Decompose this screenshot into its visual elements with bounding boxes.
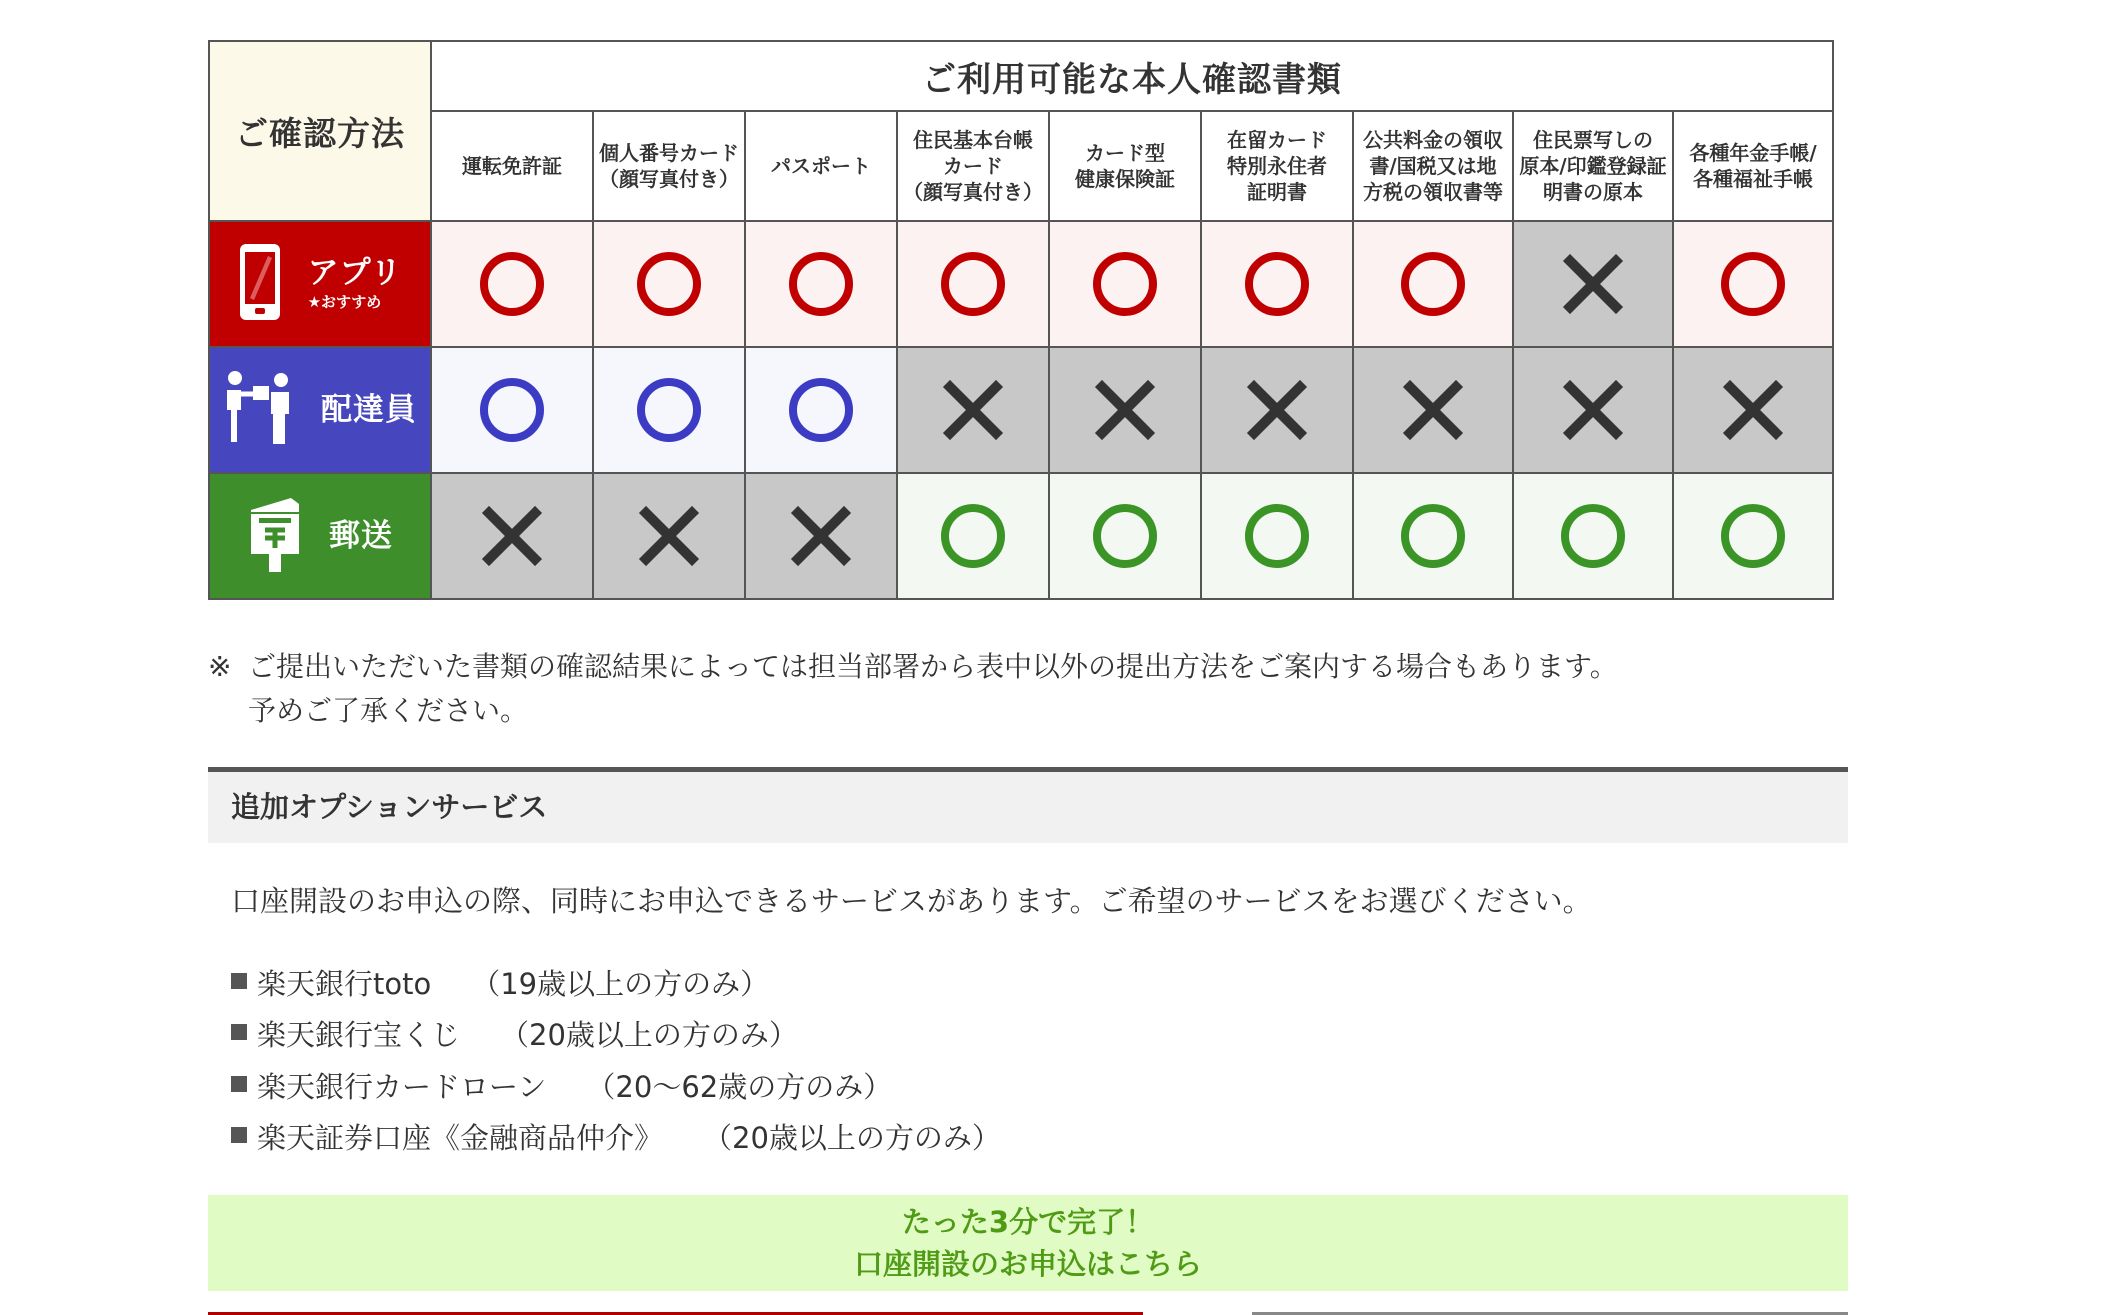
document-type-header: 在留カード 特別永住者 証明書 xyxy=(1201,111,1353,221)
available-circle-icon xyxy=(1241,274,1313,293)
method-header: ご確認方法 xyxy=(209,41,431,221)
option-services-heading: 追加オプションサービス xyxy=(208,767,1848,843)
available-circle-icon xyxy=(1717,274,1789,293)
document-type-header: 住民基本台帳 カード （顔写真付き） xyxy=(897,111,1049,221)
unavailable-cross-icon xyxy=(1720,400,1786,419)
document-type-header: パスポート xyxy=(745,111,897,221)
note-mark: ※ xyxy=(208,650,232,683)
submission-note xyxy=(208,645,1708,733)
available-circle-icon xyxy=(1717,526,1789,545)
document-type-header: 住民票写しの 原本/印鑑登録証 明書の原本 xyxy=(1513,111,1673,221)
table-row-app xyxy=(209,221,1833,347)
table-cell xyxy=(1049,473,1201,599)
row-header-courier xyxy=(209,347,431,473)
option-condition: （20歳以上の方のみ） xyxy=(500,1018,798,1053)
list-item xyxy=(231,1061,1001,1113)
row-label: 郵送 xyxy=(329,517,393,554)
table-cell xyxy=(897,221,1049,347)
table-cell xyxy=(1049,221,1201,347)
option-name: 楽天銀行カードローン xyxy=(257,1069,547,1104)
available-circle-icon xyxy=(785,274,857,293)
smartphone-icon xyxy=(238,242,282,326)
table-cell xyxy=(593,473,745,599)
table-cell xyxy=(1353,347,1513,473)
available-circle-icon xyxy=(1397,526,1469,545)
table-cell xyxy=(431,473,593,599)
available-circle-icon xyxy=(633,400,705,419)
document-type-header: 運転免許証 xyxy=(431,111,593,221)
bullet-square-icon xyxy=(231,1024,247,1040)
table-cell xyxy=(745,347,897,473)
available-circle-icon xyxy=(1397,274,1469,293)
courier-icon xyxy=(223,368,295,452)
documents-header: ご利用可能な本人確認書類 xyxy=(431,41,1833,111)
note-text: ご提出いただいた書類の確認結果によっては担当部署から表中以外の提出方法をご案内する場合もあります。 予めご了承ください。 xyxy=(248,650,1618,727)
option-services-intro: 口座開設のお申込の際、同時にお申込できるサービスがあります。ご希望のサービスをお選びください。 xyxy=(231,884,1592,918)
available-circle-icon xyxy=(785,400,857,419)
open-account-cta-button[interactable] xyxy=(208,1195,1848,1291)
table-cell xyxy=(1353,221,1513,347)
table-cell xyxy=(1673,473,1833,599)
available-circle-icon xyxy=(476,274,548,293)
document-type-header: 個人番号カード （顔写真付き） xyxy=(593,111,745,221)
option-condition: （20歳以上の方のみ） xyxy=(703,1121,1001,1156)
unavailable-cross-icon xyxy=(788,526,854,545)
option-name: 楽天銀行toto xyxy=(257,966,432,1001)
document-type-header: 公共料金の領収 書/国税又は地 方税の領収書等 xyxy=(1353,111,1513,221)
table-cell xyxy=(1201,347,1353,473)
unavailable-cross-icon xyxy=(940,400,1006,419)
table-row-mail xyxy=(209,473,1833,599)
table-cell xyxy=(745,473,897,599)
row-label: 配達員 xyxy=(321,391,417,428)
list-item xyxy=(231,1010,1001,1062)
mailbox-icon xyxy=(247,494,303,578)
table-cell xyxy=(897,473,1049,599)
available-circle-icon xyxy=(937,526,1009,545)
row-label: アプリ xyxy=(307,255,403,291)
unavailable-cross-icon xyxy=(479,526,545,545)
table-cell xyxy=(1201,221,1353,347)
unavailable-cross-icon xyxy=(1092,400,1158,419)
row-header-app xyxy=(209,221,431,347)
table-cell xyxy=(1049,347,1201,473)
row-sublabel: ★おすすめ xyxy=(307,293,382,311)
table-cell xyxy=(1513,347,1673,473)
option-name: 楽天銀行宝くじ xyxy=(257,1018,461,1053)
cta-line-2: 口座開設のお申込はこちら xyxy=(853,1247,1202,1281)
table-cell xyxy=(431,221,593,347)
table-cell xyxy=(431,347,593,473)
unavailable-cross-icon xyxy=(1244,400,1310,419)
row-header-mail xyxy=(209,473,431,599)
unavailable-cross-icon xyxy=(1560,274,1626,293)
option-condition: （20〜62歳の方のみ） xyxy=(586,1069,893,1104)
document-type-header: 各種年金手帳/ 各種福祉手帳 xyxy=(1673,111,1833,221)
table-cell xyxy=(593,347,745,473)
identity-document-table xyxy=(208,40,1834,600)
unavailable-cross-icon xyxy=(1560,400,1626,419)
available-circle-icon xyxy=(1089,274,1161,293)
table-cell xyxy=(1673,221,1833,347)
table-row-courier xyxy=(209,347,1833,473)
available-circle-icon xyxy=(1241,526,1313,545)
document-type-header: カード型 健康保険証 xyxy=(1049,111,1201,221)
option-name: 楽天証券口座《金融商品仲介》 xyxy=(257,1121,664,1156)
table-cell xyxy=(745,221,897,347)
available-circle-icon xyxy=(1557,526,1629,545)
available-circle-icon xyxy=(937,274,1009,293)
unavailable-cross-icon xyxy=(636,526,702,545)
table-cell xyxy=(1513,473,1673,599)
bullet-square-icon xyxy=(231,973,247,989)
bullet-square-icon xyxy=(231,1127,247,1143)
option-services-list xyxy=(231,958,1001,1164)
list-item xyxy=(231,958,1001,1010)
list-item xyxy=(231,1113,1001,1165)
available-circle-icon xyxy=(1089,526,1161,545)
document-types-row xyxy=(209,111,1833,221)
table-header-row xyxy=(209,41,1833,111)
table-cell xyxy=(593,221,745,347)
option-condition: （19歳以上の方のみ） xyxy=(471,966,770,1001)
table-cell xyxy=(897,347,1049,473)
available-circle-icon xyxy=(633,274,705,293)
unavailable-cross-icon xyxy=(1400,400,1466,419)
cta-line-1: たった3分で完了！ xyxy=(901,1205,1155,1239)
table-cell xyxy=(1673,347,1833,473)
table-cell xyxy=(1353,473,1513,599)
bullet-square-icon xyxy=(231,1076,247,1092)
available-circle-icon xyxy=(476,400,548,419)
table-cell xyxy=(1513,221,1673,347)
table-cell xyxy=(1201,473,1353,599)
